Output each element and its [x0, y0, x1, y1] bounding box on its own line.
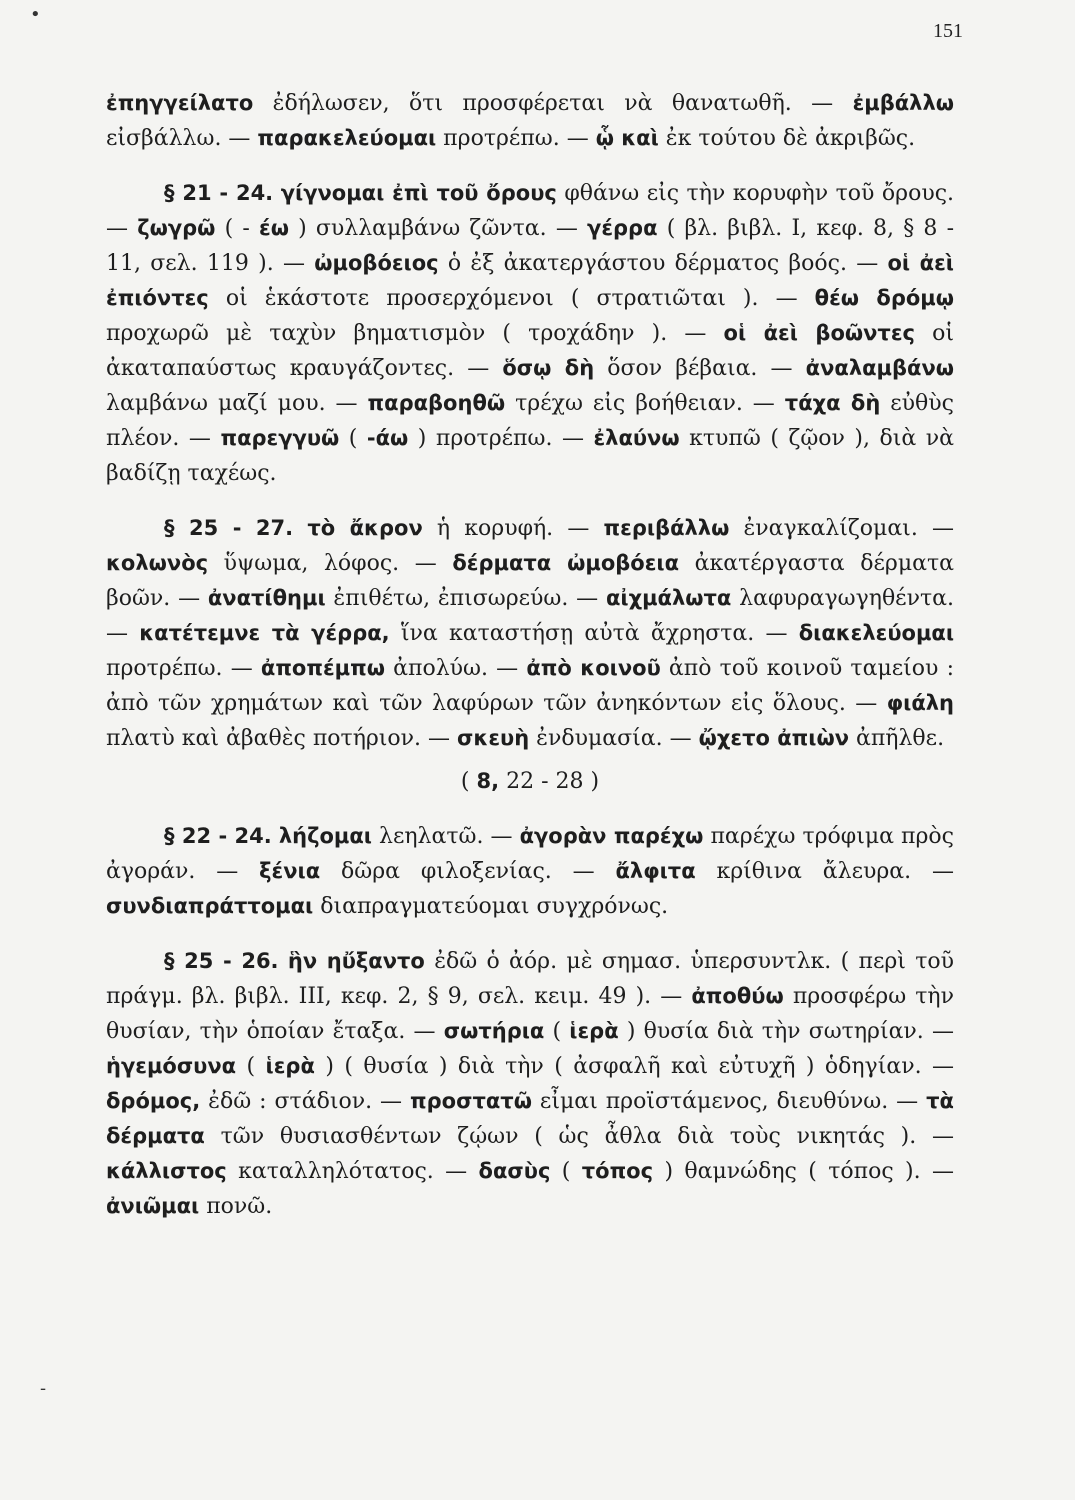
gloss-text: οἱ ἑκάστοτε προσερχόμενοι ( στρατιῶται ). — [208, 286, 815, 311]
gloss-text: διαπραγματεύομαι συγχρόνως. [313, 894, 669, 919]
gloss-text: κτυπῶ ( ζῷον ), διὰ νὰ βαδίζῃ ταχέως. [106, 426, 954, 486]
gloss-text: ἐδῶ : στάδιον. — [200, 1089, 411, 1114]
gloss-text: ἀπῆλθε. [849, 726, 945, 751]
lemma-term: ἀπὸ κοινοῦ [526, 656, 661, 680]
gloss-text: τρέχω εἰς βοήθειαν. — [505, 391, 785, 416]
gloss-text: εἰσβάλλω. — [106, 126, 258, 151]
gloss-text: οἱ ἀκαταπαύστως κραυγάζοντες. — [106, 321, 954, 381]
scan-dot-mark: • [30, 4, 41, 25]
lemma-term: οἱ ἀεὶ ἐπιόντες [106, 251, 954, 310]
lemma-term: ἱερὰ [265, 1054, 315, 1078]
gloss-text: κρίθινα ἄλευρα. — [695, 859, 954, 884]
gloss-text: εὐθὺς πλέον. — [106, 391, 954, 451]
gloss-text: τῶν θυσιασθέντων ζῴων ( ὡς ἆθλα διὰ τοὺς νικητάς ). — [204, 1124, 954, 1149]
lemma-term: σωτήρια [443, 1019, 545, 1043]
lemma-term: παρεγγυῶ [220, 426, 340, 450]
lemma-term: τὰ δέρματα [106, 1089, 954, 1148]
lemma-term: κολωνὸς [106, 551, 209, 575]
lemma-term: σκευὴ [457, 726, 530, 750]
gloss-text: ὅσον βέβαια. — [594, 356, 806, 381]
gloss-text: 22 - 28 ) [499, 769, 600, 794]
lemma-term: κάλλιστος [106, 1159, 227, 1183]
gloss-text: ἡ κορυφή. — [422, 516, 604, 541]
lemma-term: γέρρα [587, 216, 658, 240]
lemma-term: § 21 - 24. [164, 181, 274, 205]
gloss-text: προτρέπω. — [106, 656, 261, 681]
lemma-term: αἰχμάλωτα [605, 586, 732, 610]
gloss-text: ( - [215, 216, 259, 241]
lemma-term: ὅσῳ δὴ [502, 356, 595, 380]
gloss-text: εἶμαι προϊστάμενος, διευθύνω. — [531, 1089, 927, 1114]
glossary-paragraph [106, 176, 954, 491]
gloss-text: προτρέπω. — [436, 126, 596, 151]
section-heading [106, 764, 954, 799]
lemma-term: ἐλαύνω [593, 426, 680, 450]
gloss-text: ) προτρέπω. — [408, 426, 594, 451]
gloss-text [273, 181, 281, 206]
lemma-term: περιβάλλω [603, 516, 730, 540]
gloss-text: ἐδῶ ὁ ἀόρ. μὲ σημασ. ὑπερσυντλκ. ( περὶ τοῦ πράγμ. βλ. βιβλ. III, κεφ. 2, § 9, σελ. κειμ. 49 ). — [106, 949, 955, 1009]
gloss-text: παρέχω τρόφιμα πρὸς ἀγοράν. — [106, 824, 954, 884]
lemma-term: γίγνομαι ἐπὶ τοῦ ὄρους [280, 181, 557, 205]
gloss-text: ἀπολύω. — [384, 656, 527, 681]
lemma-term: δέρματα ὠμοβόεια [452, 551, 680, 575]
lemma-term: οἱ ἀεὶ βοῶντες [723, 321, 915, 345]
lemma-term: διακελεύομαι [798, 621, 955, 645]
gloss-text: ( [236, 1054, 266, 1079]
lemma-term: παραβοηθῶ [367, 391, 506, 415]
gloss-text: καταλληλότατος. — [226, 1159, 479, 1184]
gloss-text: λαμβάνω μαζί μου. — [106, 391, 368, 416]
lemma-term: ἐμβάλλω [852, 91, 954, 115]
lemma-term: δρόμος, [106, 1089, 201, 1113]
gloss-text: ἐπιθέτω, ἐπισωρεύω. — [325, 586, 606, 611]
lemma-term: λήζομαι [278, 824, 372, 848]
glossary-text [106, 86, 954, 1224]
lemma-term: -άω [366, 426, 409, 450]
lemma-term: ᾧ καὶ [595, 126, 659, 150]
gloss-text: ) θαμνώδης ( τόπος ). — [653, 1159, 954, 1184]
gloss-text: προσφέρω τὴν θυσίαν, τὴν ὁποίαν ἔταξα. — [106, 984, 954, 1044]
gloss-text: ἀκατέργαστα δέρματα βοῶν. — [106, 551, 955, 611]
gloss-text: ) ( θυσία ) διὰ τὴν ( ἀσφαλῆ καὶ εὐτυχῆ ) ὁδηγίαν. — [314, 1054, 954, 1079]
lemma-term: φιάλη [886, 691, 954, 715]
lemma-term: ἡγεμόσυνα [106, 1054, 237, 1078]
lemma-term: ὠμοβόειος [314, 251, 439, 275]
lemma-term: τάχα δὴ [784, 391, 881, 415]
lemma-term: παρακελεύομαι [257, 126, 437, 150]
gloss-text: ἐναγκαλίζομαι. — [729, 516, 954, 541]
gloss-text: ἐκ τούτου δὲ ἀκριβῶς. [658, 126, 916, 151]
lemma-term: ἐπηγγείλατο [106, 91, 254, 115]
lemma-term: ἀγορὰν παρέχω [519, 824, 704, 848]
lemma-term: § 25 - 27. [164, 516, 294, 540]
lemma-term: ζωγρῶ [137, 216, 216, 240]
gloss-text: ὕψωμα, λόφος. — [208, 551, 453, 576]
gloss-text: λεηλατῶ. — [371, 824, 520, 849]
gloss-text: φθάνω εἰς τὴν κορυφὴν τοῦ ὄρους. — [106, 181, 955, 241]
gloss-text: ἐδήλωσεν, ὅτι προσφέρεται νὰ θανατωθῆ. — [253, 91, 853, 116]
gloss-text: ( [460, 769, 477, 794]
lemma-term: § 25 - 26. [164, 949, 279, 973]
gloss-text: ἀπὸ τοῦ κοινοῦ ταμείου : ἀπὸ τῶν χρημάτων καὶ τῶν λαφύρων τῶν ἀνηκόντων εἰς ὅλους. — [106, 656, 954, 716]
gloss-text: ( [339, 426, 367, 451]
lemma-term: έω [259, 216, 289, 240]
gloss-text: ( [550, 1159, 582, 1184]
gloss-text: ἐνδυμασία. — [529, 726, 699, 751]
gloss-text [279, 949, 288, 974]
glossary-paragraph [106, 819, 954, 924]
gloss-text: ὁ ἐξ ἀκατεργάστου δέρματος βοός. — [438, 251, 888, 276]
lemma-term: ᾤχετο ἀπιὼν [698, 726, 849, 750]
gloss-text: ἵνα καταστήσῃ αὐτὰ ἄχρηστα. — [389, 621, 799, 646]
gloss-text [272, 824, 279, 849]
lemma-term: ξένια [259, 859, 321, 883]
lemma-term: προστατῶ [410, 1089, 532, 1113]
glossary-paragraph [106, 944, 954, 1224]
lemma-term: ἀνιῶμαι [106, 1194, 200, 1218]
lemma-term: ἀνατίθημι [207, 586, 326, 610]
lemma-term: ἀποπέμπω [260, 656, 385, 680]
lemma-term: θέω δρόμῳ [814, 286, 954, 310]
scan-dash-mark: - [40, 1378, 47, 1399]
gloss-text: δῶρα φιλοξενίας. — [320, 859, 616, 884]
lemma-term: 8, [476, 769, 500, 793]
lemma-term: ἄλφιτα [615, 859, 696, 883]
gloss-text: πλατὺ καὶ ἀβαθὲς ποτήριον. — [106, 726, 458, 751]
lemma-term: § 22 - 24. [164, 824, 272, 848]
glossary-paragraph [106, 511, 954, 756]
lemma-term: κατέτεμνε τὰ γέρρα, [139, 621, 390, 645]
gloss-text: ( [544, 1019, 570, 1044]
gloss-text: λαφυραγωγηθέντα. — [106, 586, 954, 646]
lemma-term: τόπος [581, 1159, 654, 1183]
page-number: 151 [933, 20, 963, 42]
gloss-text: προχωρῶ μὲ ταχὺν βηματισμὸν ( τροχάδην ). — [106, 321, 724, 346]
glossary-paragraph [106, 86, 954, 156]
gloss-text [293, 516, 307, 541]
gloss-text: πονῶ. [199, 1194, 273, 1219]
lemma-term: ἀποθύω [691, 984, 784, 1008]
gloss-text: ) θυσία διὰ τὴν σωτηρίαν. — [618, 1019, 954, 1044]
lemma-term: τὸ ἄκρον [307, 516, 423, 540]
lemma-term: ἱερὰ [569, 1019, 619, 1043]
lemma-term: δασὺς [478, 1159, 551, 1183]
gloss-text: ) συλλαμβάνω ζῶντα. — [288, 216, 588, 241]
lemma-term: συνδιαπράττομαι [106, 894, 314, 918]
gloss-text: ( βλ. βιβλ. Ι, κεφ. 8, § 8 - 11, σελ. 119 ). — [106, 216, 955, 276]
lemma-term: ἣν ηὔξαντο [287, 949, 425, 973]
lemma-term: ἀναλαμβάνω [805, 356, 954, 380]
